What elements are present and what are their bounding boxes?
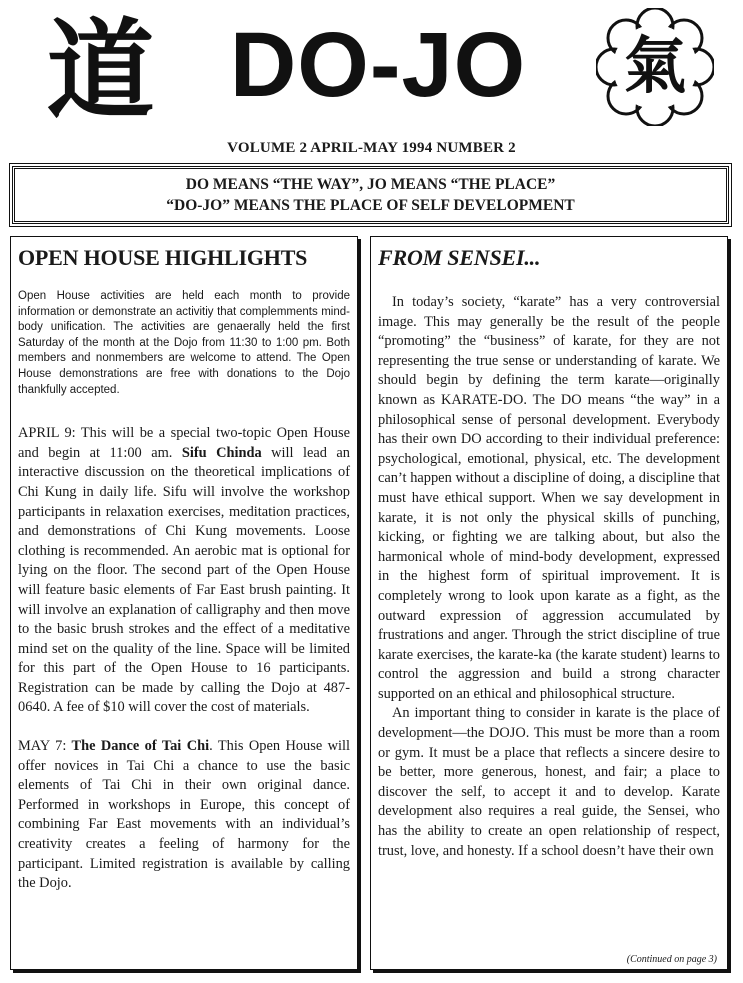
april-event — [18, 424, 350, 718]
ki-kanji: 氣 — [623, 33, 686, 101]
do-kanji-calligraphy: 道 — [46, 13, 155, 132]
sensei-paragraph-1: In today’s society, “karate” has a very controversial image. This may generally be the result of the people “promoting” the “business” of karate, for they are not representing the true sense or understanding of karate. We should begin by defining the term karate—originally known as KARATE-DO. The DO means “the way” in a philosophical sense of personal development. Everybody has their own DO according to their individual preference: psychological, emotional, physical, etc. The development can’t happen without a discipline of doing, a discipline that must have ethical support. When we say development in karate, it is not only the physical skills of punching, kicking, or fighting we are talking about, but also the harmonical whole of mind-body development, expressed in the highest form of spiritual improvement. It is completely wrong to look upon karate as a fight, as the outward expression of aggression accumulated by frustrations and anger. Through the strict discipline of true karate exercises, the karate-ka (the karate student) learns to control the aggression and build a strong character supported on an ethical and philosophical structure. — [378, 294, 720, 702]
april-date: APRIL 9: — [18, 425, 76, 442]
sensei-heading: FROM SENSEI... — [378, 245, 541, 270]
may-date: MAY 7: — [18, 738, 67, 755]
masthead — [0, 0, 743, 170]
sensei-column — [370, 236, 728, 970]
issue-line: VOLUME 2 APRIL-MAY 1994 NUMBER 2 — [227, 140, 516, 156]
april-presenter: Sifu Chinda — [181, 444, 262, 461]
open-house-column — [10, 236, 358, 970]
newsletter-title: DO-JO — [229, 14, 527, 116]
april-text-a: This will be a special two-topic Open House and begin at 11:00 am. — [18, 425, 350, 461]
may-event-title: The Dance of Tai Chi — [66, 738, 210, 755]
may-text: . This Open House will offer novices in Tai Chi a chance to use the basic elements of Tai Chi in their own original dance. Performed in workshops in Europe, this concept of combining Far East movements with an individual’s creativity creates a feeling of harmony for the participant. Limited registration is available by calling the Dojo. — [18, 738, 351, 892]
open-house-heading: OPEN HOUSE HIGHLIGHTS — [18, 245, 308, 270]
sensei-paragraph-2: An important thing to consider in karate is the place of development—the DOJO. This must be more than a room or gym. It must be a place that reflects a sincere desire to be better, more generous, honest, and fair; a place to discover the self, to accept it and to develop. Karate development also requires a real guide, the Sensei, who has the ability to create an open relationship of respect, trust, love, and honesty. If a school doesn’t have their own — [378, 705, 720, 859]
motto-banner — [12, 166, 729, 224]
motto-line-1: DO MEANS “THE WAY”, JO MEANS “THE PLACE” — [185, 176, 556, 193]
ki-seal-logo — [596, 8, 714, 126]
april-text-b: will lead an interactive discussion on the theoretical implications of Chi Kung in daily life. Sifu will involve the workshop participants in relaxation exercises, meditation practices, and demonstrations of Chi Kung movements. Loose clothing is recommended. An aerobic mat is optional for lying on the floor. The second part of the Open House will feature basic elements of Far East brush painting. It will involve an explanation of calligraphy and then move to the basic brush strokes and the effect of a meditative mind set on the quality of the line. Space will be limited for this part of the Open House to 16 participants. Registration can be made by calling the Dojo at 487-0640. A fee of $10 will cover the cost of materials. — [18, 444, 351, 716]
motto-line-2: “DO-JO” MEANS THE PLACE OF SELF DEVELOPMENT — [166, 197, 575, 214]
continued-note: (Continued on page 3) — [626, 954, 717, 965]
may-event — [18, 737, 350, 894]
open-house-intro: Open House activities are held each month to provide information or demonstrate an activitiy that complemments mind-body unification. The activities are genaerally held the first Saturday of the month at the Dojo from 11:30 to 1:00 pm. Both members and nonmembers are welcome to attend. The Open House demonstrations are free with donations to the Dojo thankfully accepted. — [18, 290, 350, 396]
